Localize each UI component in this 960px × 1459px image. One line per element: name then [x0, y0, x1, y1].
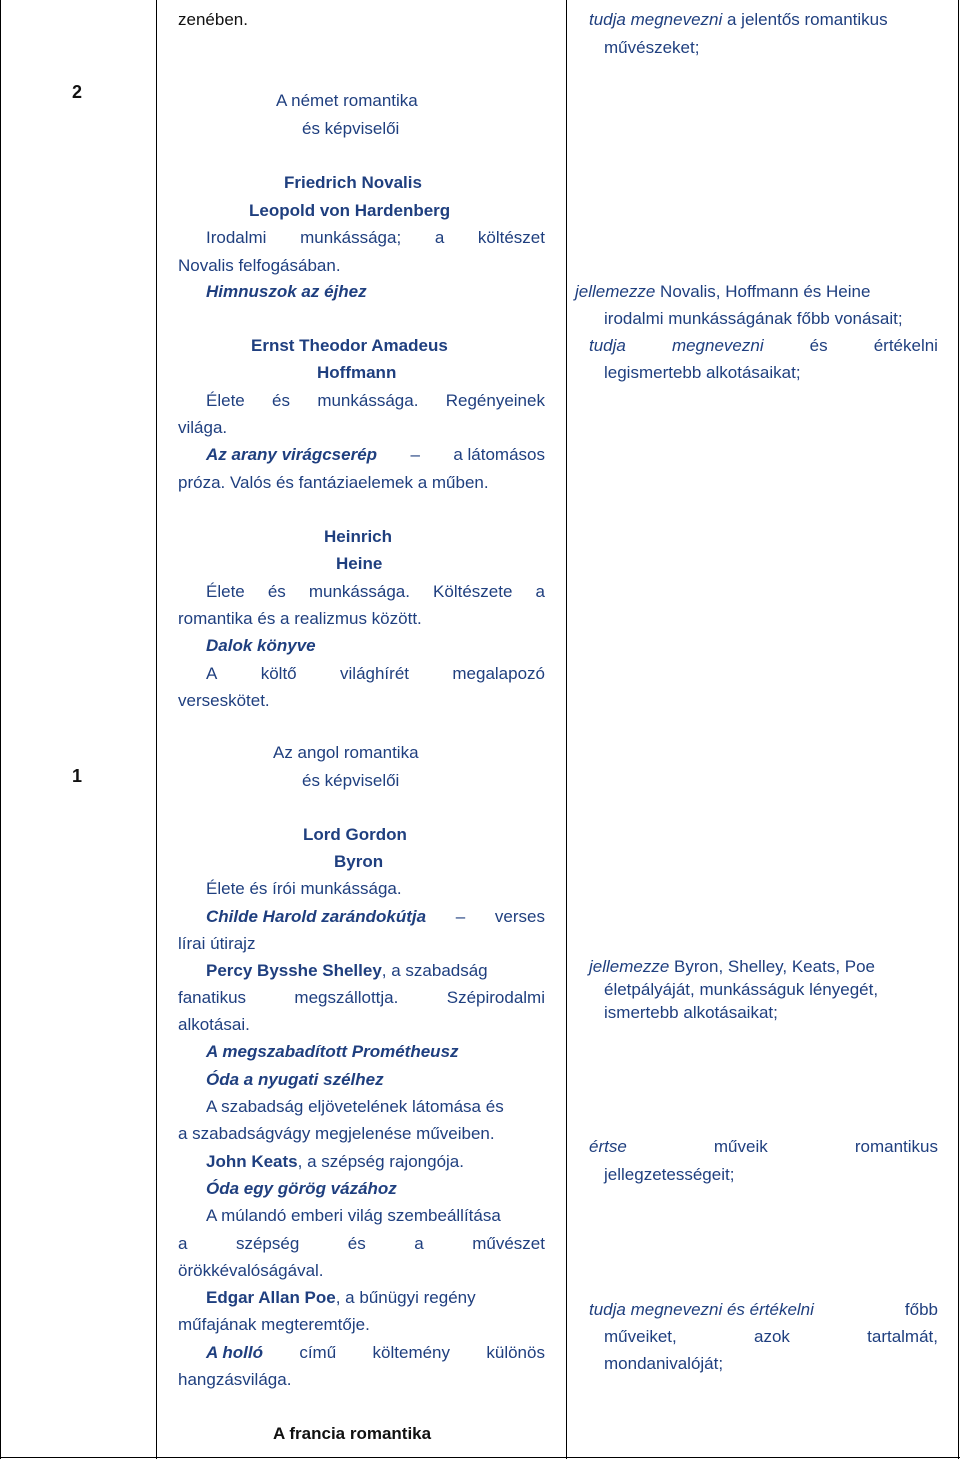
hoffmann-desc-line3: próza. Valós és fantáziaelemek a műben.: [178, 473, 489, 492]
keats-desc-line3: örökkévalóságával.: [178, 1261, 324, 1280]
novalis-work-title: Himnuszok az éjhez: [206, 282, 367, 301]
french-heading: A francia romantika: [273, 1424, 432, 1443]
heine-desc-line4: verseskötet.: [178, 691, 270, 710]
german-heading-line2: és képviselői: [302, 119, 400, 138]
keats-name-line: John Keats, a szépség rajongója.: [206, 1152, 464, 1171]
shelley-desc-line1: fanatikus megszállottja. Szépirodalmi: [178, 988, 545, 1007]
table-border-right: [958, 0, 959, 1459]
novalis-desc-line1: Irodalmi munkássága; a költészet: [206, 228, 545, 247]
poe-desc-line1: műfajának megteremtője.: [178, 1315, 370, 1334]
byron-name-line2: Byron: [334, 852, 384, 871]
poe-work-line: A holló című költemény különös: [206, 1343, 545, 1362]
heine-name-line1: Heinrich: [324, 527, 393, 546]
english-goal2-line1: értse műveik romantikus: [589, 1137, 938, 1156]
shelley-work-2: Óda a nyugati szélhez: [206, 1070, 384, 1089]
heine-desc-line3: A költő világhírét megalapozó: [206, 664, 545, 683]
novalis-name-line2: Leopold von Hardenberg: [249, 201, 451, 220]
column-divider-2: [566, 0, 567, 1459]
heine-work-title: Dalok könyve: [206, 636, 316, 655]
prev-col2-text: zenében.: [178, 10, 248, 29]
english-heading-line1: Az angol romantika: [273, 743, 419, 762]
english-goal3-line2: műveiket, azok tartalmát,: [604, 1327, 938, 1346]
english-goal1-line3: ismertebb alkotásaikat;: [604, 1003, 778, 1022]
heine-desc-line1: Élete és munkássága. Költészete a: [206, 582, 545, 601]
poe-desc-line2: hangzásvilága.: [178, 1370, 292, 1389]
shelley-name-line: Percy Bysshe Shelley, a szabadság: [206, 961, 488, 980]
column-divider-1: [156, 0, 157, 1459]
byron-desc-line1: Élete és írói munkássága.: [206, 879, 402, 898]
prev-col3-line1: tudja megnevezni a jelentős romantikus: [589, 10, 888, 29]
german-heading-line1: A német romantika: [276, 91, 418, 110]
english-goal3-line3: mondanivalóját;: [604, 1354, 724, 1373]
shelley-desc-line2: alkotásai.: [178, 1015, 250, 1034]
hoffmann-name-line1: Ernst Theodor Amadeus: [251, 336, 448, 355]
novalis-desc-line2: Novalis felfogásában.: [178, 256, 341, 275]
english-heading-line2: és képviselői: [302, 771, 400, 790]
poe-name-line: Edgar Allan Poe, a bűnügyi regény: [206, 1288, 476, 1307]
keats-desc-line2: a szépség és a művészet: [178, 1234, 545, 1253]
novalis-name-line1: Friedrich Novalis: [284, 173, 422, 192]
english-goal3-line1: tudja megnevezni és értékelni főbb: [589, 1300, 938, 1319]
shelley-desc-line4: a szabadságvágy megjelenése műveiben.: [178, 1124, 495, 1143]
prev-col3-line2: művészeket;: [604, 38, 700, 57]
hoffmann-work-line: Az arany virágcserép – a látomásos: [206, 445, 545, 464]
english-goal2-line2: jellegzetességeit;: [604, 1165, 735, 1184]
heine-desc-line2: romantika és a realizmus között.: [178, 609, 422, 628]
byron-desc-line2: lírai útirajz: [178, 934, 256, 953]
hoffmann-desc-line1: Élete és munkássága. Regényeinek: [206, 391, 545, 410]
table-border-left: [0, 0, 1, 1459]
row-number-1: 1: [72, 766, 83, 786]
shelley-desc-line3: A szabadság eljövetelének látomása és: [206, 1097, 504, 1116]
keats-work-title: Óda egy görög vázához: [206, 1179, 397, 1198]
row-number-2: 2: [72, 82, 83, 102]
german-goal2-line1: tudja megnevezni és értékelni: [589, 336, 938, 355]
english-goal1-line1: jellemezze Byron, Shelley, Keats, Poe: [589, 957, 876, 976]
keats-desc-line1: A múlandó emberi világ szembeállítása: [206, 1206, 501, 1225]
byron-work-line: Childe Harold zarándokútja – verses: [206, 907, 545, 926]
german-goal2-line2: legismertebb alkotásaikat;: [604, 363, 801, 382]
byron-name-line1: Lord Gordon: [303, 825, 407, 844]
english-goal1-line2: életpályáját, munkásságuk lényegét,: [604, 980, 879, 999]
hoffmann-desc-line2: világa.: [178, 418, 228, 437]
german-goal1-line2: irodalmi munkásságának főbb vonásait;: [604, 309, 903, 328]
german-goal1-line1: jellemezze Novalis, Hoffmann és Heine: [575, 282, 871, 301]
shelley-work-1: A megszabadított Prométheusz: [206, 1042, 459, 1061]
heine-name-line2: Heine: [336, 554, 383, 573]
hoffmann-name-line2: Hoffmann: [317, 363, 397, 382]
row-divider-bottom: [0, 1457, 960, 1458]
